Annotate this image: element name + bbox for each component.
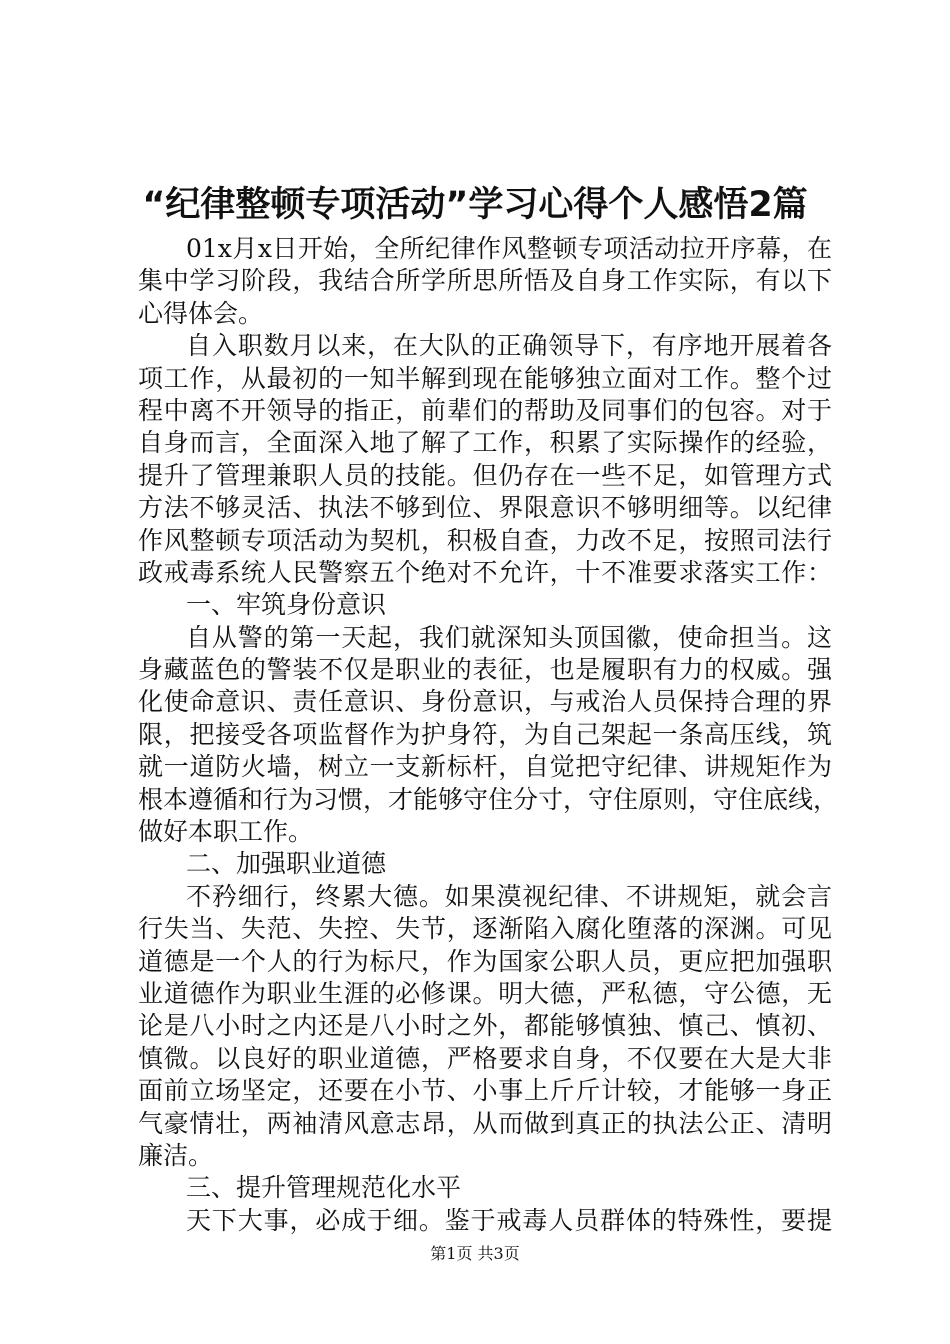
body-line: 道德是一个人的行为标尺，作为国家公职人员，更应把加强职 xyxy=(138,946,832,976)
body-line: 方法不够灵活、执法不够到位、界限意识不够明细等。以纪律 xyxy=(138,493,832,523)
body-line: 自从警的第一天起，我们就深知头顶国徽，使命担当。这 xyxy=(186,622,832,652)
body-line: 做好本职工作。 xyxy=(138,817,314,847)
body-line: 论是八小时之内还是八小时之外，都能够慎独、慎己、慎初、 xyxy=(138,1011,832,1041)
page-footer: 第1页 共3页 xyxy=(430,1244,520,1263)
document-body xyxy=(138,233,839,1237)
body-line: 就一道防火墙，树立一支新标杆，自觉把守纪律、讲规矩作为 xyxy=(138,752,832,782)
body-line: 限，把接受各项监督作为护身符，为自己架起一条高压线，筑 xyxy=(138,719,832,749)
body-line: 项工作，从最初的一知半解到现在能够独立面对工作。整个过 xyxy=(138,363,832,393)
body-line: 慎微。以良好的职业道德，严格要求自身，不仅要在大是大非 xyxy=(138,1043,832,1073)
body-line: 面前立场坚定，还要在小节、小事上斤斤计较，才能够一身正 xyxy=(138,1076,832,1106)
document-title: “纪律整顿专项活动”学习心得个人感悟2篇 xyxy=(142,185,808,225)
body-line: 程中离不开领导的指正，前辈们的帮助及同事们的包容。对于 xyxy=(138,395,832,425)
body-line: 心得体会。 xyxy=(138,298,264,328)
body-line: 行失当、失范、失控、失节，逐渐陷入腐化堕落的深渊。可见 xyxy=(138,914,832,944)
body-line: 廉洁。 xyxy=(138,1140,214,1170)
body-line: 自身而言，全面深入地了解了工作，积累了实际操作的经验， xyxy=(138,428,832,458)
body-line: 01x月x日开始，全所纪律作风整顿专项活动拉开序幕，在 xyxy=(186,234,832,263)
body-line: 气豪情壮，两袖清风意志昂，从而做到真正的执法公正、清明 xyxy=(138,1108,832,1138)
body-line: 化使命意识、责任意识、身份意识，与戒治人员保持合理的界 xyxy=(138,687,832,717)
body-line: 提升了管理兼职人员的技能。但仍存在一些不足，如管理方式 xyxy=(138,460,832,490)
body-line: 政戒毒系统人民警察五个绝对不允许，十不准要求落实工作： xyxy=(138,557,832,587)
body-line: 业道德作为职业生涯的必修课。明大德，严私德，守公德，无 xyxy=(138,978,832,1008)
body-line: 自入职数月以来，在大队的正确领导下，有序地开展着各 xyxy=(186,331,832,361)
body-line: 三、提升管理规范化水平 xyxy=(186,1173,462,1203)
body-line: 根本遵循和行为习惯，才能够守住分寸，守住原则，守住底线， xyxy=(138,784,839,814)
body-line: 不矜细行，终累大德。如果漠视纪律、不讲规矩，就会言 xyxy=(186,881,832,911)
body-line: 作风整顿专项活动为契机，积极自查，力改不足，按照司法行 xyxy=(138,525,832,555)
body-line: 二、加强职业道德 xyxy=(186,849,387,879)
body-line: 一、牢筑身份意识 xyxy=(186,590,387,620)
body-line: 集中学习阶段，我结合所学所思所悟及自身工作实际，有以下 xyxy=(138,266,832,296)
body-line: 天下大事，必成于细。鉴于戒毒人员群体的特殊性，要提 xyxy=(186,1205,832,1235)
body-line: 身藏蓝色的警装不仅是职业的表征，也是履职有力的权威。强 xyxy=(138,655,832,685)
